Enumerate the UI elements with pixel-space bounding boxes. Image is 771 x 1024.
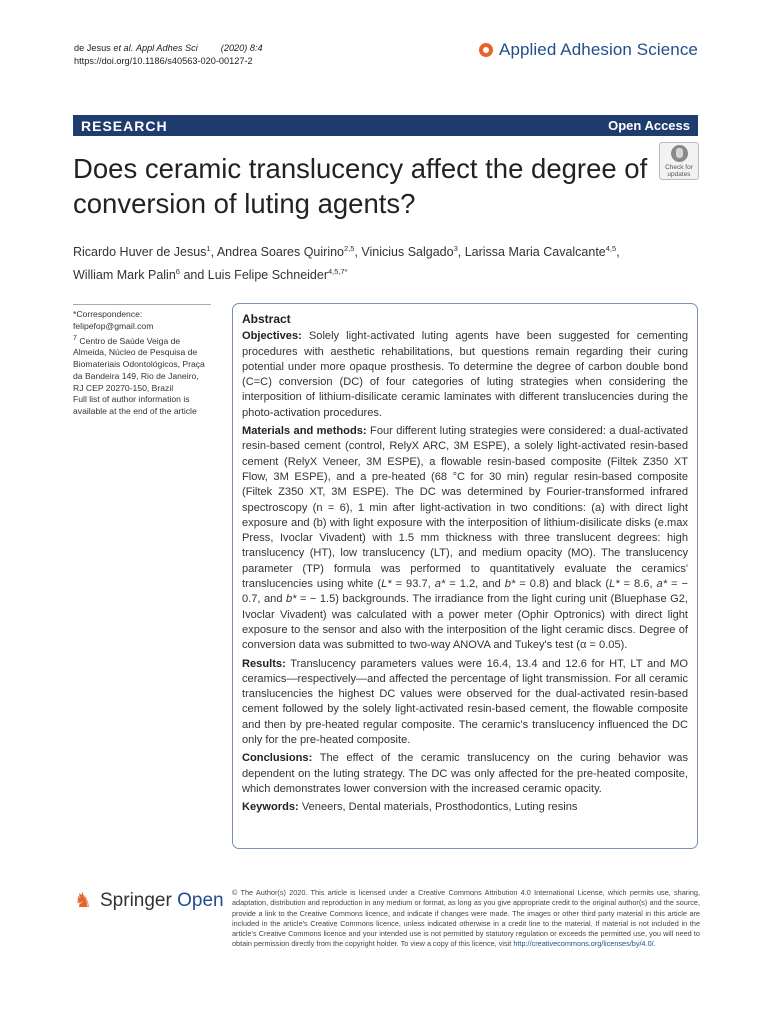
author-affiliation: 4,5,7* bbox=[328, 267, 348, 277]
results-text: Translucency parameters values were 16.4, 13.4 and 12.6 for HT, LT and MO ceramics—respectively—and affected the percentage of light transmission. For all ceramic translucencies the highest DC values were observed for the dual-activated resin-based cement followed by the solely light-activated resin-based cement, the flowable composite and then by pre-heated regular composite. The ceramic's translucency influenced the DC only for the pre-heated composite. bbox=[242, 657, 688, 747]
author-name[interactable]: Vinicius Salgado bbox=[361, 245, 454, 260]
citation-year-volume: (2020) 8:4 bbox=[220, 43, 263, 53]
abstract-keywords bbox=[242, 800, 688, 815]
white-a-value: = 1.2, and bbox=[445, 578, 505, 591]
full-author-list-note: Full list of author information is available at the end of the article bbox=[73, 394, 197, 417]
check-for-updates-line1: Check for bbox=[665, 163, 693, 171]
black-a-var: a* bbox=[656, 578, 668, 591]
black-a-value: = − 0.7, and bbox=[242, 578, 689, 606]
conclusions-text: The effect of the ceramic translucency on the curing behavior was dependent on the luting strategy. The DC was only affected for the pre-heated composite, which demonstrates lower conversion with the increased ceramic opacity. bbox=[242, 752, 688, 795]
results-label: Results: bbox=[242, 657, 286, 670]
affiliation-address: Centro de Saúde Veiga de Almeida, Núcleo de Pesquisa de Biomateriais Odontológicos, Praça da Bandeira 149, Rio de Janeiro, RJ CEP 20270-150, Brazil bbox=[73, 335, 205, 393]
author-list bbox=[73, 239, 703, 285]
author-affiliation: 1 bbox=[206, 244, 211, 253]
author-separator: , bbox=[210, 245, 217, 260]
keywords-text: Veneers, Dental materials, Prosthodontics, Luting resins bbox=[301, 801, 578, 814]
abstract-objectives bbox=[242, 329, 688, 421]
abstract-results bbox=[242, 657, 688, 749]
correspondence-sidebar bbox=[73, 304, 211, 418]
springer-open-text bbox=[100, 890, 224, 912]
white-b-var: b* bbox=[504, 578, 516, 591]
license-statement bbox=[232, 888, 700, 950]
check-for-updates-button[interactable] bbox=[659, 142, 699, 180]
citation-journal: Appl Adhes Sci bbox=[135, 43, 198, 53]
affiliation-text bbox=[73, 333, 211, 395]
abstract-conclusions bbox=[242, 751, 688, 797]
white-l-value: = 93.7, bbox=[391, 578, 435, 591]
springer-open-logo bbox=[74, 890, 224, 912]
methods-label: Materials and methods: bbox=[242, 425, 367, 438]
keywords-label: Keywords: bbox=[242, 801, 299, 814]
affiliation-number: 7 bbox=[73, 333, 77, 342]
objectives-label: Objectives: bbox=[242, 330, 302, 343]
white-a-var: a* bbox=[434, 578, 446, 591]
doi-link[interactable]: https://doi.org/10.1186/s40563-020-00127-2 bbox=[74, 56, 253, 66]
research-label: RESEARCH bbox=[81, 117, 168, 134]
author-separator: , bbox=[354, 245, 362, 260]
license-link[interactable]: http://creativecommons.org/licenses/by/4.0/ bbox=[513, 939, 654, 949]
author-affiliation: 3 bbox=[453, 244, 458, 253]
citation-authors: de Jesus bbox=[74, 43, 111, 53]
author-name[interactable]: Luis Felipe Schneider bbox=[207, 268, 328, 283]
black-l-value: = 8.6, bbox=[619, 578, 657, 591]
springer-horse-icon: ♞ bbox=[74, 890, 92, 912]
springer-word: Springer bbox=[100, 890, 172, 911]
author-name[interactable]: Larissa Maria Cavalcante bbox=[464, 245, 606, 260]
open-access-label: Open Access bbox=[608, 118, 690, 133]
abstract-heading: Abstract bbox=[242, 312, 291, 326]
abstract-methods bbox=[242, 424, 688, 653]
abstract-box bbox=[232, 303, 698, 849]
author-separator: , bbox=[616, 245, 620, 260]
license-text: © The Author(s) 2020. This article is licensed under a Creative Commons Attribution 4.0 International License, which permits use, sharing, adaptation, distribution and reproduction in any medium or format, as long as you give appropriate credit to the original author(s) and the source, provide a link to the Creative Commons licence, and indicate if changes were made. The images or other third party material in this article are included in the article's Creative Commons licence, unless indicated otherwise in a credit line to the material. If material is not included in the article's Creative Commons licence and your intended use is not permitted by statutory regulation or exceeds the permitted use, you will need to obtain permission directly from the copyright holder. To view a copy of this licence, visit bbox=[232, 888, 700, 949]
black-b-value: = − 1.5) backgrounds. bbox=[296, 593, 410, 606]
black-b-var: b* bbox=[285, 593, 297, 606]
journal-brand bbox=[479, 40, 698, 60]
article-type-banner bbox=[73, 115, 698, 136]
methods-text-continued: The irradiance from the light curing unit (Bluephase G2, Ivoclar Vivadent) was calculated with a power meter (Ophir Optronics) with direct light exposure to the sensor and also with the interposition of the light ceramic discs. Degree of conversion data was submitted to two-way ANOVA and Tukey's test (α = 0.05). bbox=[242, 593, 688, 652]
conclusions-label: Conclusions: bbox=[242, 752, 313, 765]
black-l-var: L* bbox=[609, 578, 620, 591]
correspondence-label: *Correspondence: bbox=[73, 309, 143, 319]
objectives-text: Solely light-activated luting agents have been suggested for cementing procedures with aesthetic rehabilitations, but questions remain regarding their curing potential under more opaque prosthesis. To determine the degree of carbon double bond (C=C) conversion (DC) of four categories of luting strategies when considering the interposition of lithium-disilicate ceramic laminates with different translucencies during the photo-activation procedures. bbox=[242, 330, 688, 419]
author-affiliation: 2,5 bbox=[344, 244, 355, 253]
white-b-value: = 0.8) and black ( bbox=[515, 578, 610, 591]
author-name[interactable]: Andrea Soares Quirino bbox=[216, 245, 344, 260]
author-separator: and bbox=[179, 268, 208, 283]
author-name[interactable]: Ricardo Huver de Jesus bbox=[73, 245, 207, 260]
journal-name: Applied Adhesion Science bbox=[499, 40, 698, 59]
white-l-var: L* bbox=[381, 578, 392, 591]
author-affiliation: 6 bbox=[175, 267, 180, 277]
article-title: Does ceramic translucency affect the degree of conversion of luting agents? bbox=[73, 153, 648, 219]
open-word: Open bbox=[177, 890, 224, 911]
methods-text: Four different luting strategies were considered: a dual-activated resin-based cement (control, RelyX ARC, 3M ESPE), a solely light-activated resin-based cement (RelyX Veneer, 3M ESPE), a flowable resin-based composite (Filtek Z350 XT Flow, 3M ESPE), and a pre-heated (68 °C for 30 min) regular resin-based composite (Filtek Z350 XT, 3M ESPE). The DC was determined by Fourier-transformed infrared spectroscopy (n = 6), 1 min after light-activation in two conditions: (a) with direct light exposure and (b) with light exposure with the interposition of lithium-disilicate disks (e.max Press, Ivoclar Vivadent) with 1.5 mm thickness with three translucent degrees: high translucency (HT), low translucency (LT), and medium opacity (MO). The translucency parameter (TP) formula was performed to quantitatively evaluate the ceramics' translucencies using white ( bbox=[242, 425, 689, 591]
correspondence-email[interactable]: felipefop@gmail.com bbox=[73, 320, 154, 331]
check-for-updates-icon bbox=[671, 145, 688, 162]
license-end: . bbox=[653, 939, 656, 949]
check-for-updates-line2: updates bbox=[667, 170, 691, 178]
citation-header bbox=[74, 42, 263, 68]
author-affiliation: 4,5 bbox=[605, 244, 617, 253]
applied-adhesion-logo-icon bbox=[479, 43, 493, 57]
citation-etal: et al. bbox=[113, 43, 134, 53]
author-separator: , bbox=[457, 245, 465, 260]
author-name[interactable]: William Mark Palin bbox=[73, 268, 176, 283]
